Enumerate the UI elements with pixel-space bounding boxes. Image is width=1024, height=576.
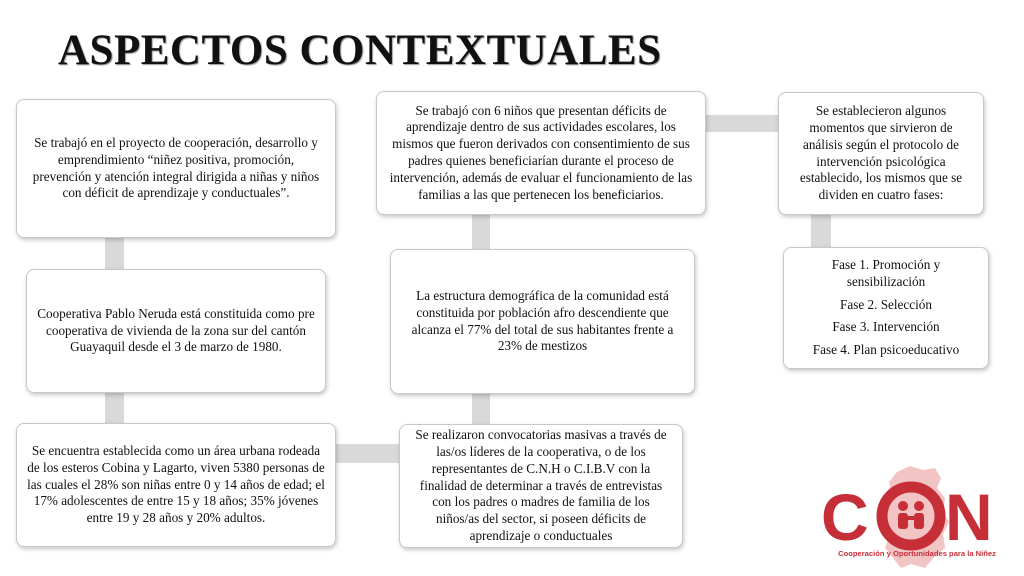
box-convocatorias-text: Se realizaron convocatorias masivas a través de las/os líderes de la cooperativa, o de los representantes de C.N.H o C.I.B.V con la finalidad de determinar a través de entrevistas con los padres o madres de familia de los niños/as del sector, si poseen déficits de aprendizaje o conductuales xyxy=(415,427,667,543)
logo-tagline: Cooperación y Oportunidades para la Niñez xyxy=(838,549,996,558)
connector xyxy=(105,236,124,272)
connector xyxy=(335,444,401,463)
box-area-text: Se encuentra establecida como un área urbana rodeada de los esteros Cobina y Lagarto, viven 5380 personas de las cuales el 28% son niñas entre 0 y 14 años de edad; el 17% adolescentes de entre 15 y 18 años; 35% jóvenes entre 19 y 28 años y 20% adultos. xyxy=(27,443,325,526)
logo-letter-c: C xyxy=(821,480,869,554)
phase-item: Fase 4. Plan psicoeducativo xyxy=(812,342,960,358)
box-project xyxy=(16,99,336,238)
connector xyxy=(704,115,780,132)
box-demografia xyxy=(390,249,695,394)
box-demografia-text: La estructura demográfica de la comunidad está constituida por población afro descendiente que alcanza el 77% del total de sus habitantes frente a 23% de mestizos xyxy=(411,287,674,354)
box-phases xyxy=(783,247,989,369)
box-momentos-text: Se establecieron algunos momentos que sirvieron de análisis según el protocolo de intervención psicológica establecido, los mismos que se dividen en cuatro fases: xyxy=(799,103,963,203)
box-area xyxy=(16,423,336,547)
connector xyxy=(811,213,831,249)
box-cooperativa xyxy=(26,269,326,393)
connector xyxy=(472,213,490,251)
box-ninos-text: Se trabajó con 6 niños que presentan déficits de aprendizaje dentro de sus actividades escolares, los mismos que fueron derivados con consentimiento de sus padres quienes beneficiarían durante el proceso de intervención, además de evaluar el funcionamiento de las familias a las que pertenecen los beneficiarios. xyxy=(389,102,693,202)
phase-item: Fase 3. Intervención xyxy=(832,319,940,335)
phase-item: Fase 1. Promoción y sensibilización xyxy=(831,257,941,289)
phase-item: Fase 2. Selección xyxy=(840,296,932,312)
logo-letter-n: N xyxy=(945,480,993,554)
box-convocatorias xyxy=(399,424,683,548)
box-ninos xyxy=(376,91,706,215)
connector xyxy=(105,391,124,425)
box-momentos xyxy=(778,92,984,215)
box-project-text: Se trabajó en el proyecto de cooperación, desarrollo y emprendimiento “niñez positiva, promoción, prevención y atención integral dirigida a niñas y niños con déficit de aprendizaje y conductuales”. xyxy=(32,134,320,201)
box-cooperativa-text: Cooperativa Pablo Neruda está constituida como pre cooperativa de vivienda de la zona sur del cantón Guayaquil desde el 3 de marzo de 1980. xyxy=(37,305,315,355)
page-title: ASPECTOS CONTEXTUALES xyxy=(58,27,662,74)
connector xyxy=(472,392,490,426)
